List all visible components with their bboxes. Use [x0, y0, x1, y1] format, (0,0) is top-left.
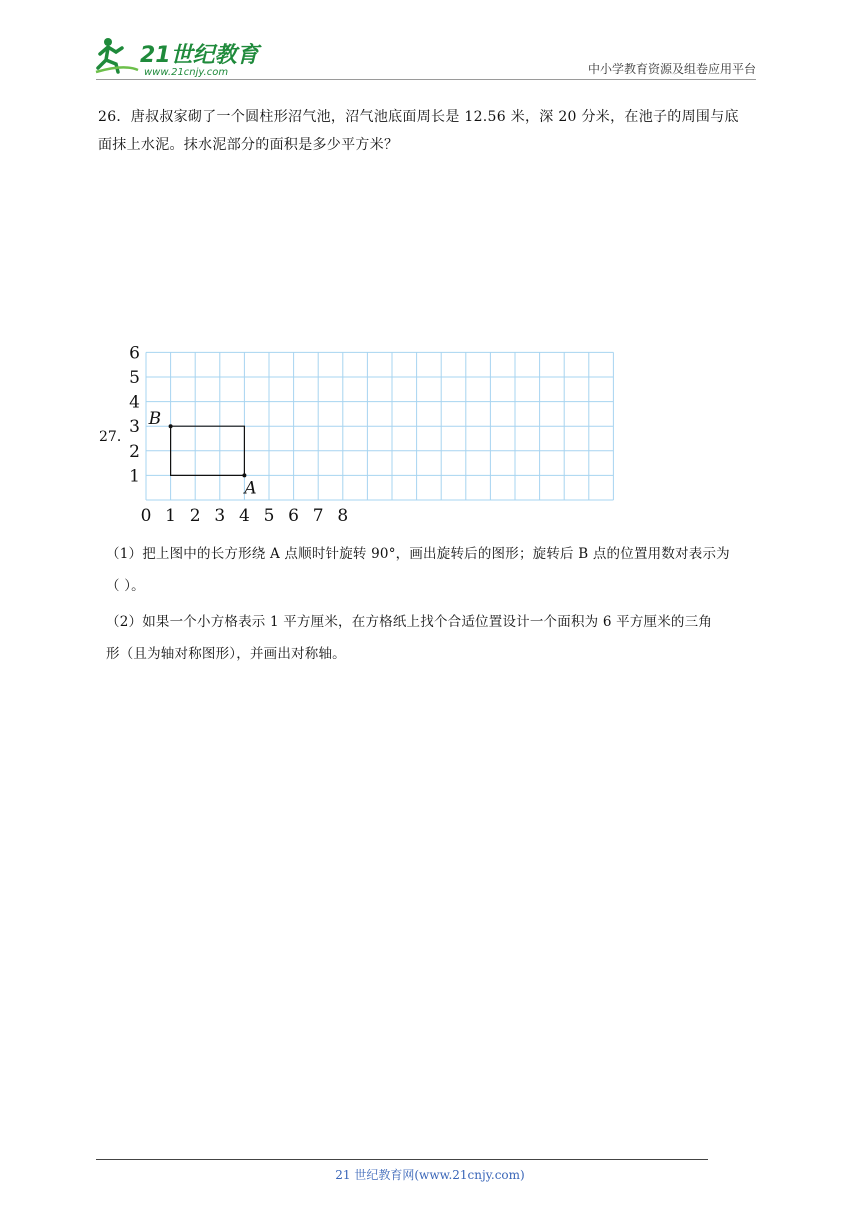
x-tick-label: 3: [214, 506, 226, 526]
site-logo: [94, 34, 264, 80]
y-tick-label: 1: [129, 466, 140, 487]
question-26-line1: 唐叔叔家砌了一个圆柱形沼气池，沼气池底面周长是 12.56 米，深 20 分米，在池子的周围与底: [130, 109, 739, 125]
y-tick-label: 6: [129, 343, 140, 364]
x-tick-label: 8: [337, 506, 349, 526]
question-26: [98, 103, 762, 159]
question-26-number: 26．: [98, 109, 131, 125]
x-tick-label: 4: [238, 506, 250, 526]
point-b-marker: [169, 424, 173, 428]
question-27-number: 27．: [99, 429, 131, 445]
logo-url: www.21cnjy.com: [144, 67, 229, 78]
footer-divider: [96, 1159, 708, 1160]
question-27-part1-line2: （ ）。: [106, 578, 145, 594]
point-a-marker: [242, 473, 246, 477]
runner-icon: [96, 38, 138, 72]
y-tick-label: 5: [129, 368, 140, 388]
question-27-part1: [106, 538, 766, 602]
y-tick-label: 4: [129, 392, 140, 413]
x-tick-label: 6: [288, 506, 300, 526]
question-27-part2-line2: 形（且为轴对称图形），并画出对称轴。: [106, 646, 346, 662]
platform-name: 中小学教育资源及组卷应用平台: [587, 62, 756, 76]
point-b-label: B: [148, 409, 162, 430]
footer-text: 21 世纪教育网(www.21cnjy.com): [335, 1168, 525, 1182]
point-a-label: A: [244, 478, 257, 499]
x-tick-label: 2: [189, 506, 201, 526]
x-tick-label: 1: [165, 506, 177, 526]
y-tick-label: 2: [129, 441, 140, 462]
question-26-line2: 面抹上水泥。抹水泥部分的面积是多少平方米？: [98, 137, 399, 153]
x-tick-label: 7: [312, 506, 324, 526]
x-tick-label: 0: [140, 506, 152, 526]
coordinate-grid: [128, 342, 628, 532]
header-divider: [96, 79, 756, 80]
y-tick-label: 3: [129, 417, 140, 438]
question-27-part2-line1: （2）如果一个小方格表示 1 平方厘米，在方格纸上找个合适位置设计一个面积为 6 平方厘米的三角: [106, 614, 713, 630]
question-27-part1-line1: （1）把上图中的长方形绕 A 点顺时针旋转 90°，画出旋转后的图形；旋转后 B 点的位置用数对表示为: [106, 546, 730, 562]
x-tick-label: 5: [263, 506, 275, 526]
logo-text: 21世纪教育: [140, 43, 259, 68]
question-27-part2: [106, 606, 766, 670]
